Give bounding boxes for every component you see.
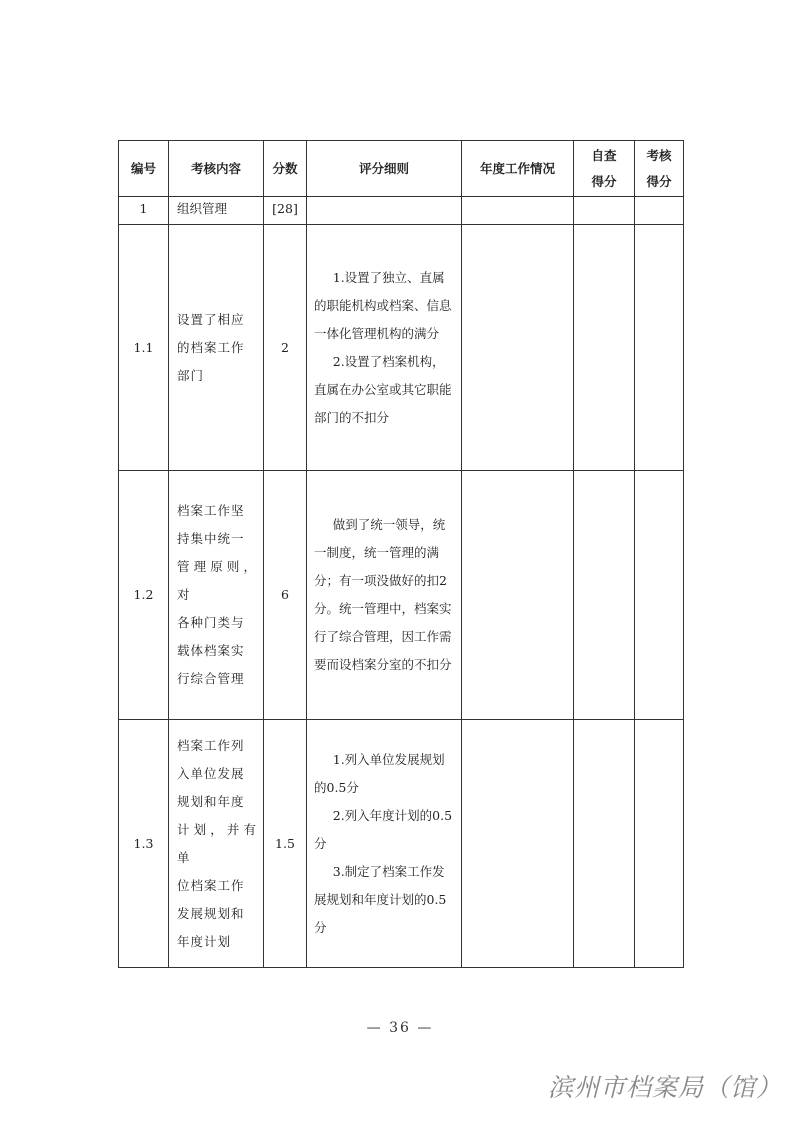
content-line: 各种门类与 <box>177 615 245 630</box>
rule-paragraph: 2.列入年度计划的0.5分 <box>314 807 453 851</box>
row-self-check-cell <box>574 225 635 471</box>
header-self-check-line: 得分 <box>591 173 617 189</box>
content-line: 规划和年度 <box>177 793 245 809</box>
row-assessment-cell <box>635 471 684 720</box>
content-line: 行综合管理 <box>177 671 245 686</box>
row-self-check-cell <box>574 471 635 720</box>
row-rules <box>307 225 462 471</box>
section-number: 1 <box>119 197 169 225</box>
header-self-check-line: 自查 <box>591 147 617 163</box>
rule-paragraph: 2.设置了档案机构，直属在办公室或其它职能部门的不扣分 <box>314 353 452 425</box>
row-score: 6 <box>264 471 307 720</box>
content-line: 档案工作坚 <box>177 503 245 518</box>
header-assessment-line: 考核 <box>646 147 672 163</box>
content-line: 发展规划和 <box>177 905 245 921</box>
header-assessment <box>635 141 684 197</box>
row-rules <box>307 720 462 968</box>
content-line: 持集中统一 <box>177 531 245 546</box>
content-line: 档案工作列 <box>177 737 245 753</box>
watermark: 滨州市档案局（馆） <box>547 1073 782 1102</box>
content-line: 年度计划 <box>177 933 232 949</box>
table-row <box>119 225 684 471</box>
row-rules <box>307 471 462 720</box>
row-content <box>169 720 264 968</box>
row-annual-cell <box>462 225 574 471</box>
table-row <box>119 471 684 720</box>
row-number: 1.2 <box>119 471 169 720</box>
content-line: 计划，并有单 <box>177 821 257 865</box>
header-score: 分数 <box>264 141 307 197</box>
row-number: 1.1 <box>119 225 169 471</box>
content-line: 部门 <box>177 367 205 383</box>
rule-paragraph: 1.设置了独立、直属的职能机构或档案、信息一体化管理机构的满分 <box>314 269 452 341</box>
row-assessment-cell <box>635 225 684 471</box>
header-self-check <box>574 141 635 197</box>
section-rules-cell <box>307 197 462 225</box>
row-score: 2 <box>264 225 307 471</box>
page-number: — 36 — <box>366 1020 434 1036</box>
rule-paragraph: 1.列入单位发展规划的0.5分 <box>314 751 445 795</box>
row-content <box>169 225 264 471</box>
content-line: 入单位发展 <box>177 765 245 781</box>
row-self-check-cell <box>574 720 635 968</box>
header-row <box>119 141 684 197</box>
section-annual-cell <box>462 197 574 225</box>
header-content: 考核内容 <box>169 141 264 197</box>
row-number: 1.3 <box>119 720 169 968</box>
section-assessment-cell <box>635 197 684 225</box>
row-annual-cell <box>462 720 574 968</box>
content-line: 的档案工作 <box>177 339 245 355</box>
row-content <box>169 471 264 720</box>
content-line: 位档案工作 <box>177 877 245 893</box>
row-assessment-cell <box>635 720 684 968</box>
rule-paragraph: 做到了统一领导，统一制度，统一管理的满分；有一项没做好的扣2分。统一管理中，档案实行了综合管理，因工作需要而设档案分室的不扣分 <box>314 517 452 672</box>
section-row <box>119 197 684 225</box>
row-score: 1.5 <box>264 720 307 968</box>
table-row <box>119 720 684 968</box>
header-assessment-line: 得分 <box>646 173 672 189</box>
assessment-table <box>118 140 684 968</box>
header-annual: 年度工作情况 <box>462 141 574 197</box>
header-rules: 评分细则 <box>307 141 462 197</box>
row-annual-cell <box>462 471 574 720</box>
content-line: 管理原则，对 <box>177 559 257 602</box>
section-self-check-cell <box>574 197 635 225</box>
section-title: 组织管理 <box>169 197 264 225</box>
header-number: 编号 <box>119 141 169 197</box>
section-score: [28] <box>264 197 307 225</box>
rule-paragraph: 3.制定了档案工作发展规划和年度计划的0.5分 <box>314 863 447 935</box>
content-line: 设置了相应 <box>177 311 245 327</box>
content-line: 载体档案实 <box>177 643 245 658</box>
